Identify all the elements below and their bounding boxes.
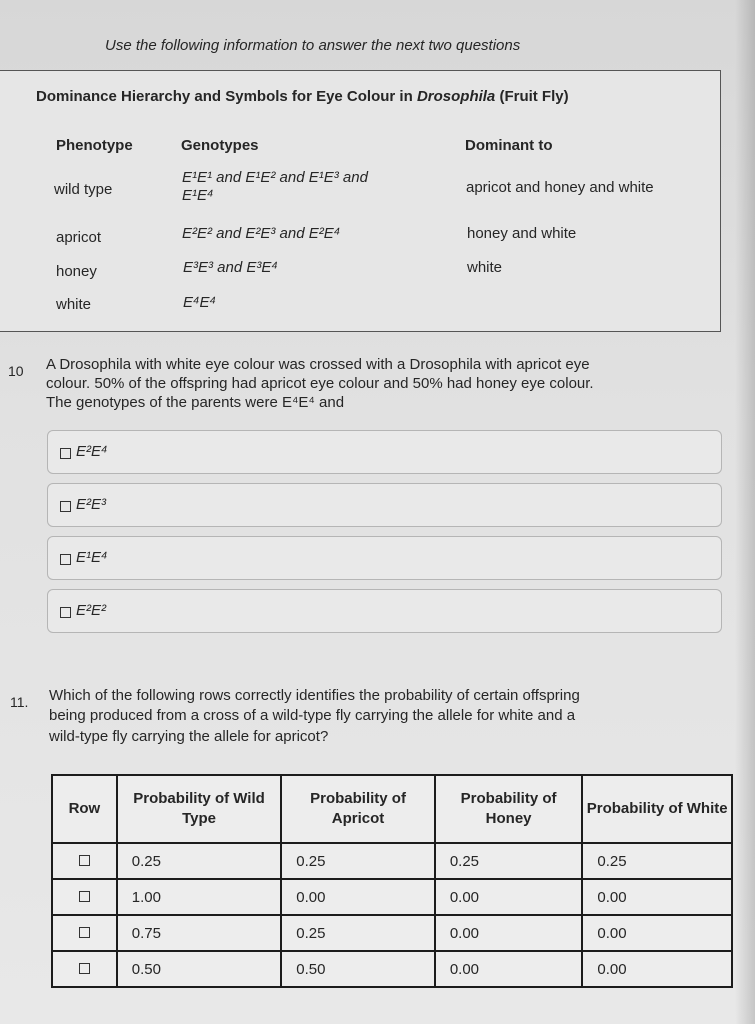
cell-apricot: 0.25 <box>281 843 435 879</box>
q10-line-1: A Drosophila with white eye colour was crossed with a Drosophila with apricot eye <box>46 356 590 373</box>
header-white: Probability of White <box>582 775 732 843</box>
table-row[interactable] <box>52 879 732 915</box>
header-apricot: Probability of Apricot <box>281 775 435 843</box>
cell-white: 0.25 <box>582 843 732 879</box>
q11-line-3: wild-type fly carrying the allele for apricot? <box>49 728 329 745</box>
dominant-wild-type: apricot and honey and white <box>466 179 654 196</box>
cell-wild-type: 0.50 <box>117 951 281 987</box>
intro-text: Use the following information to answer the next two questions <box>105 37 521 54</box>
table-row[interactable] <box>52 951 732 987</box>
table-header-row <box>52 775 732 843</box>
genotype-apricot: E²E² and E²E³ and E²E⁴ <box>182 225 341 242</box>
checkbox-icon[interactable] <box>60 501 71 512</box>
dominant-honey: white <box>467 259 503 276</box>
cell-white: 0.00 <box>582 879 732 915</box>
table-row[interactable] <box>52 843 732 879</box>
checkbox-icon[interactable] <box>79 855 90 866</box>
cell-white: 0.00 <box>582 915 732 951</box>
info-title <box>36 88 569 105</box>
cell-white: 0.00 <box>582 951 732 987</box>
genotype-wild-type-1: E¹E¹ and E¹E² and E¹E³ and <box>182 169 368 186</box>
header-wild-type: Probability of Wild Type <box>117 775 281 843</box>
q10-line-2: colour. 50% of the offspring had apricot eye colour and 50% had honey eye colour. <box>46 375 594 392</box>
table-row[interactable] <box>52 915 732 951</box>
header-dominant: Dominant to <box>465 137 553 154</box>
checkbox-icon[interactable] <box>79 891 90 902</box>
row-select-cell[interactable] <box>52 879 117 915</box>
row-select-cell[interactable] <box>52 843 117 879</box>
q11-line-2: being produced from a cross of a wild-type fly carrying the allele for white and a <box>49 707 576 724</box>
row-select-cell[interactable] <box>52 951 117 987</box>
cell-apricot: 0.00 <box>281 879 435 915</box>
q10-option-3[interactable] <box>47 536 722 580</box>
cell-apricot: 0.50 <box>281 951 435 987</box>
row-select-cell[interactable] <box>52 915 117 951</box>
cell-apricot: 0.25 <box>281 915 435 951</box>
info-box <box>0 70 721 332</box>
checkbox-icon[interactable] <box>79 927 90 938</box>
checkbox-icon[interactable] <box>60 607 71 618</box>
header-row: Row <box>52 775 117 843</box>
q10-option-3-label: E¹E⁴ <box>76 549 108 566</box>
info-title-italic: Drosophila <box>416 88 496 105</box>
info-title-pre: Dominance Hierarchy and Symbols for Eye Colour in <box>36 88 417 105</box>
dominant-apricot: honey and white <box>467 225 577 242</box>
q10-option-2[interactable] <box>47 483 722 527</box>
checkbox-icon[interactable] <box>79 963 90 974</box>
phenotype-wild-type: wild type <box>54 181 113 198</box>
page-edge-shadow <box>735 0 755 1024</box>
cell-honey: 0.00 <box>435 879 583 915</box>
cell-honey: 0.25 <box>435 843 583 879</box>
cell-wild-type: 0.75 <box>117 915 281 951</box>
genotype-white: E⁴E⁴ <box>183 294 217 311</box>
header-honey: Probability of Honey <box>435 775 583 843</box>
q10-option-1[interactable] <box>47 430 722 474</box>
checkbox-icon[interactable] <box>60 554 71 565</box>
q11-number: 11. <box>10 694 29 710</box>
cell-wild-type: 1.00 <box>117 879 281 915</box>
genotype-wild-type-2: E¹E⁴ <box>182 187 214 204</box>
q10-option-4-label: E²E² <box>76 602 106 619</box>
cell-honey: 0.00 <box>435 915 583 951</box>
q10-option-4[interactable] <box>47 589 722 633</box>
q10-number: 10 <box>8 363 24 379</box>
q10-option-1-label: E²E⁴ <box>76 443 108 460</box>
header-genotypes: Genotypes <box>181 137 259 154</box>
phenotype-apricot: apricot <box>56 229 102 246</box>
info-title-post: (Fruit Fly) <box>495 88 569 105</box>
phenotype-honey: honey <box>56 263 97 280</box>
cell-honey: 0.00 <box>435 951 583 987</box>
cell-wild-type: 0.25 <box>117 843 281 879</box>
q10-line-3: The genotypes of the parents were E⁴E⁴ and <box>46 394 345 411</box>
header-phenotype: Phenotype <box>56 137 133 154</box>
phenotype-white: white <box>56 296 92 313</box>
checkbox-icon[interactable] <box>60 448 71 459</box>
genotype-honey: E³E³ and E³E⁴ <box>183 259 278 276</box>
probability-table <box>51 774 733 988</box>
q11-line-1: Which of the following rows correctly identifies the probability of certain offspring <box>49 687 580 704</box>
q10-option-2-label: E²E³ <box>76 496 106 513</box>
